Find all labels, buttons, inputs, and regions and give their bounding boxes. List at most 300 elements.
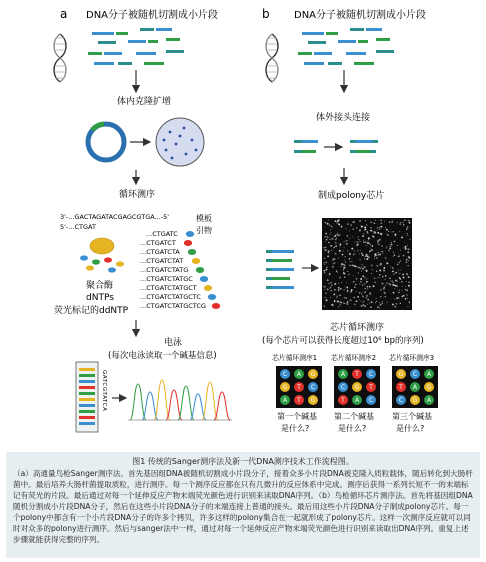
polony-spot: [356, 244, 358, 246]
polony-spot: [394, 240, 396, 242]
polony-spot: [337, 233, 338, 234]
polony-spot: [330, 229, 331, 230]
polony-spot: [406, 229, 407, 230]
polony-spot: [354, 286, 356, 288]
polony-spot: [385, 275, 386, 276]
polony-spot: [327, 223, 329, 225]
polony-spot: [390, 246, 392, 248]
polony-spot: [392, 284, 393, 285]
polony-spot: [383, 270, 385, 272]
base-letter: C: [368, 397, 374, 405]
ddntp-dot: [204, 285, 212, 291]
polony-spot: [373, 269, 374, 270]
polony-spot: [392, 271, 394, 273]
polony-spot: [335, 242, 337, 244]
polony-spot: [323, 247, 325, 249]
polony-spot: [343, 302, 344, 303]
polony-spot: [341, 263, 343, 265]
polony-spot: [362, 304, 364, 306]
polony-spot: [378, 254, 380, 256]
polony-spot: [351, 248, 353, 250]
polony-spot: [381, 226, 383, 228]
polony-spot: [362, 264, 363, 265]
polony-spot: [366, 279, 367, 280]
base-letter: A: [426, 397, 432, 405]
polony-spot: [364, 229, 366, 231]
ladder-fragment: ...CTGATCTATG: [140, 266, 189, 274]
polony-spot: [406, 261, 408, 263]
polony-spot: [335, 235, 337, 237]
polony-spot: [348, 274, 349, 275]
polony-spot: [349, 230, 350, 231]
polony-spot: [354, 304, 355, 305]
polony-spot: [406, 294, 407, 295]
polony-spot: [385, 285, 386, 286]
polony-spot: [356, 278, 358, 280]
polony-spot: [346, 302, 347, 303]
polony-spot: [399, 290, 400, 291]
polony-spot: [374, 256, 375, 257]
polony-spot: [402, 222, 403, 223]
polony-spot: [363, 241, 365, 243]
polony-spot: [409, 302, 410, 303]
base-letter: G: [426, 384, 432, 392]
base-letter: C: [340, 384, 346, 392]
polony-spot: [344, 297, 345, 298]
polony-spot: [392, 303, 394, 305]
polony-spot: [362, 254, 364, 256]
polony-spot: [405, 220, 406, 221]
polony-spot: [400, 222, 401, 223]
base-letter: T: [399, 384, 403, 392]
polymerase-icon: [90, 238, 114, 254]
polony-spot: [347, 271, 348, 272]
polony-spot: [398, 270, 399, 271]
polony-spot: [409, 222, 411, 224]
polony-spot: [356, 291, 357, 292]
polony-spot: [352, 265, 354, 267]
polony-spot: [359, 267, 360, 268]
polony-spot: [386, 248, 387, 249]
polony-spot: [366, 295, 368, 297]
polony-spot: [406, 289, 408, 291]
polony-spot: [379, 269, 381, 271]
chip-cycle-name: 芯片循环测序3: [389, 354, 435, 362]
polony-spot: [331, 226, 333, 228]
polony-spot: [400, 278, 401, 279]
polony-spot: [355, 253, 356, 254]
polony-spot: [396, 303, 397, 304]
polony-spot: [364, 283, 365, 284]
polony-spot: [389, 222, 390, 223]
polony-spot: [353, 221, 355, 223]
polony-spot: [327, 236, 329, 238]
polony-spot: [332, 266, 334, 268]
polony-spot: [406, 265, 407, 266]
polony-spot: [367, 225, 368, 226]
polony-spot: [371, 273, 372, 274]
polony-spot: [387, 234, 388, 235]
polony-spot: [347, 290, 349, 292]
chip-cycle-1: [272, 353, 322, 433]
polony-spot: [407, 306, 408, 307]
polony-spot: [380, 233, 382, 235]
polony-spot: [364, 305, 366, 307]
polony-spot: [362, 268, 364, 270]
polony-spot: [401, 290, 402, 291]
template-label: 模板: [196, 214, 212, 223]
base-letter: C: [398, 397, 404, 405]
ladder-fragment: ...CTGATCTATGCTC: [140, 293, 201, 301]
polony-spot: [361, 271, 362, 272]
polony-spot: [369, 286, 371, 288]
ladder-fragment: ...CTGATCTATGCTCG: [140, 302, 206, 310]
polony-spot: [344, 241, 345, 242]
base-letter: A: [340, 371, 346, 379]
polony-spot: [369, 251, 371, 253]
polony-spot: [330, 245, 332, 247]
polony-spot: [407, 233, 408, 234]
polony-spot: [366, 297, 367, 298]
primer-sequence: 5'-...CTGAT: [60, 223, 96, 231]
polony-spot: [338, 306, 339, 307]
polony-spot: [394, 234, 396, 236]
polony-spot: [367, 289, 368, 290]
polony-spot: [362, 284, 363, 285]
polony-spot: [359, 259, 360, 260]
polony-spot: [330, 297, 331, 298]
polony-spot: [391, 242, 392, 243]
polony-spot: [326, 239, 328, 241]
polony-spot: [341, 226, 343, 228]
polony-spot: [399, 256, 400, 257]
polony-spot: [373, 285, 375, 287]
polony-spot: [393, 231, 394, 232]
polony-spot: [392, 280, 393, 281]
panel-b-letter: b: [262, 7, 270, 21]
panel-b-title: DNA分子被随机切割成小片段: [294, 10, 427, 21]
base-letter: C: [368, 371, 374, 379]
polony-spot: [344, 247, 345, 248]
base-letter: T: [297, 397, 301, 405]
polony-spot: [381, 220, 382, 221]
ddntp-dot: [200, 276, 208, 282]
chip-cycle-name: 芯片循环测序2: [331, 354, 377, 362]
polony-spot: [352, 228, 354, 230]
ddntp-label: 荧光标记的ddNTP: [54, 306, 129, 316]
step-chip-cycle-label: 芯片循环测序: [330, 323, 385, 333]
polony-spot: [333, 263, 334, 264]
polony-spot: [373, 232, 374, 233]
polony-spot: [401, 296, 402, 297]
polony-spot: [349, 238, 350, 239]
polony-spot: [398, 262, 400, 264]
polony-spot: [392, 267, 394, 269]
polony-spot: [339, 301, 341, 303]
step-cycle-label: 循环测序: [119, 190, 156, 200]
polony-spot: [370, 306, 372, 308]
polony-spot: [345, 261, 346, 262]
polony-spot: [403, 277, 405, 279]
polony-spot: [388, 250, 390, 252]
polony-spot: [353, 297, 355, 299]
polony-spot: [352, 222, 353, 223]
polony-spot: [392, 282, 394, 284]
polony-spot: [327, 279, 329, 281]
polony-spot: [341, 282, 342, 283]
polony-spot: [371, 301, 373, 303]
polony-spot: [368, 257, 370, 259]
polony-spot: [344, 259, 345, 260]
polony-spot: [325, 297, 326, 298]
polony-spot: [339, 295, 340, 296]
polony-spot: [357, 241, 358, 242]
base-letter: G: [398, 371, 404, 379]
polony-spot: [370, 244, 371, 245]
polony-spot: [371, 249, 373, 251]
polony-spot: [349, 258, 350, 259]
polony-spot: [398, 292, 399, 293]
polony-spot: [335, 283, 337, 285]
polony-spot: [384, 221, 385, 222]
polony-spot: [356, 227, 357, 228]
polony-spot: [384, 291, 385, 292]
polony-spot: [363, 240, 364, 241]
polony-spot: [396, 281, 397, 282]
step-chip-label: 制成polony芯片: [318, 191, 385, 201]
polony-spot: [339, 234, 341, 236]
polony-spot: [347, 223, 349, 225]
ddntp-dot: [212, 303, 220, 309]
polony-spot: [398, 297, 400, 299]
polony-spot: [346, 287, 348, 289]
polony-spot: [407, 298, 408, 299]
polony-spot: [343, 272, 344, 273]
chip-cycle-question-2: 是什么?: [338, 424, 367, 433]
polony-spot: [381, 245, 383, 247]
polony-spot: [344, 303, 345, 304]
chip-cycle-2: [331, 353, 380, 433]
polony-spot: [404, 247, 405, 248]
polony-spot: [407, 235, 408, 236]
base-letter: T: [355, 371, 359, 379]
polony-spot: [360, 281, 362, 283]
template-sequence: 3'-...GACTAGATACGAGCGTGA...-5': [60, 213, 170, 221]
base-letter: G: [310, 397, 316, 405]
polony-spot: [338, 258, 339, 259]
polony-spot: [337, 296, 338, 297]
polymerase-label: 聚合酶: [86, 281, 114, 291]
polony-spot: [385, 279, 386, 280]
polony-spot: [336, 234, 337, 235]
polony-spot: [357, 250, 358, 251]
polony-spot: [344, 289, 345, 290]
figure-caption: [6, 452, 480, 558]
polony-spot: [386, 282, 388, 284]
polony-spot: [324, 289, 325, 290]
polony-spot: [334, 262, 336, 264]
polony-spot: [388, 231, 389, 232]
step-chip-cycle-sub: (每个芯片可以获得长度超过10⁶ bp的序列): [262, 336, 424, 346]
polony-spot: [323, 262, 324, 263]
polony-spot: [392, 232, 393, 233]
polony-spot: [353, 254, 354, 255]
polony-spot: [403, 224, 405, 226]
polony-spot: [359, 299, 360, 300]
polony-spot: [394, 288, 395, 289]
ladder-fragment: ...CTGATCTATGC: [140, 275, 193, 283]
chromatogram-trace: [128, 380, 232, 420]
polony-spot: [330, 234, 331, 235]
polony-spot: [376, 278, 377, 279]
dntp-molecules: [80, 255, 124, 272]
polony-spot: [370, 222, 371, 223]
polony-spot: [402, 286, 403, 287]
polony-spot: [371, 222, 372, 223]
polony-spot: [377, 242, 378, 243]
polony-spot: [397, 264, 399, 266]
dna-fragments-a: [88, 28, 184, 65]
polony-spot: [373, 236, 375, 238]
polony-spot: [379, 254, 381, 256]
polony-spot: [324, 258, 325, 259]
polony-spot: [395, 285, 397, 287]
polony-spot: [350, 299, 352, 301]
polony-spot: [399, 223, 401, 225]
polony-spot: [352, 236, 353, 237]
polony-spot: [324, 264, 325, 265]
polony-spot: [340, 246, 341, 247]
polony-spot: [378, 277, 379, 278]
polony-spot: [360, 301, 361, 302]
polony-spot: [368, 237, 370, 239]
polony-spot: [405, 248, 406, 249]
polony-spot: [361, 305, 363, 307]
polony-spot: [380, 289, 382, 291]
polony-spot: [332, 259, 334, 261]
adapter-ligation: [294, 140, 318, 153]
polony-spot: [338, 223, 339, 224]
polony-spot: [400, 270, 401, 271]
polony-spot: [408, 276, 409, 277]
polony-spot: [325, 293, 326, 294]
polony-spot: [362, 295, 363, 296]
polony-spot: [350, 261, 351, 262]
polony-spot: [326, 269, 328, 271]
polony-spot: [359, 283, 360, 284]
polony-spot: [373, 231, 374, 232]
polony-spot: [340, 288, 341, 289]
polony-spot: [366, 245, 367, 246]
polony-spot: [391, 221, 393, 223]
chip-cycle-question-2: 是什么?: [396, 424, 425, 433]
polony-spot: [407, 248, 408, 249]
polony-spot: [353, 275, 354, 276]
polony-spot: [396, 297, 398, 299]
polony-spot: [375, 220, 376, 221]
polony-spot: [406, 281, 407, 282]
polony-spot: [350, 291, 351, 292]
polony-spot: [333, 239, 334, 240]
ladder-fragment: ...CTGATCTAT: [140, 257, 184, 265]
polony-spot: [368, 239, 369, 240]
polony-spot: [365, 267, 366, 268]
chip-cycle-question: 第一个碱基: [277, 412, 317, 421]
polony-spot: [331, 290, 332, 291]
step-electro-label: 电泳: [164, 338, 183, 348]
base-letter: G: [354, 384, 360, 392]
gel-read-letters: GATCGTATCA: [101, 370, 107, 412]
polony-spot: [338, 289, 339, 290]
polony-spot: [387, 302, 388, 303]
polony-spot: [357, 236, 358, 237]
polony-spot: [377, 232, 378, 233]
polony-spot: [389, 245, 390, 246]
polony-spot: [351, 289, 353, 291]
polony-spot: [336, 270, 337, 271]
polony-spot: [359, 292, 361, 294]
polony-spot: [335, 220, 337, 222]
polony-spot: [366, 270, 368, 272]
polony-spot: [362, 275, 364, 277]
polony-spot: [350, 224, 352, 226]
polony-spot: [407, 226, 409, 228]
polony-spot: [371, 230, 372, 231]
polony-spot: [383, 267, 385, 269]
polony-spot: [365, 241, 366, 242]
polony-spot: [376, 271, 377, 272]
step-electro-sub: (每次电泳读取一个碱基信息): [108, 351, 217, 361]
polony-spot: [405, 246, 407, 248]
polony-spot: [335, 253, 337, 255]
chip-cycle-name: 芯片循环测序1: [272, 354, 318, 362]
polony-spot: [365, 220, 366, 221]
polony-spot: [331, 232, 332, 233]
polony-spot: [345, 262, 346, 263]
ddntp-dot: [196, 267, 204, 273]
polony-spot: [335, 245, 337, 247]
polony-spot: [339, 220, 340, 221]
polony-spot: [334, 289, 336, 291]
base-letter: T: [341, 397, 345, 405]
polony-spot: [336, 301, 337, 302]
polony-spot: [379, 302, 380, 303]
polony-spot: [359, 254, 360, 255]
polony-spot: [345, 286, 346, 287]
polony-spot: [328, 252, 329, 253]
base-letter: C: [282, 371, 288, 379]
chip-cycle-question: 第三个碱基: [392, 412, 432, 421]
polony-spot: [379, 229, 380, 230]
polony-spot: [374, 258, 375, 259]
polony-spot: [356, 300, 358, 302]
base-letter: T: [297, 384, 301, 392]
polony-spot: [338, 287, 340, 289]
step-adapter-label: 体外接头连接: [316, 113, 371, 123]
polony-spot: [386, 229, 388, 231]
polony-spot: [371, 249, 372, 250]
polony-spot: [385, 227, 386, 228]
polony-spot: [337, 272, 338, 273]
polony-spot: [359, 220, 361, 222]
polony-spot: [326, 267, 328, 269]
polony-spot: [345, 256, 346, 257]
polony-spot: [347, 301, 349, 303]
polony-spot: [354, 250, 355, 251]
ladder-fragment: ...CTGATCTATGCT: [140, 284, 197, 292]
polony-spot: [396, 272, 397, 273]
polony-spot: [390, 284, 391, 285]
